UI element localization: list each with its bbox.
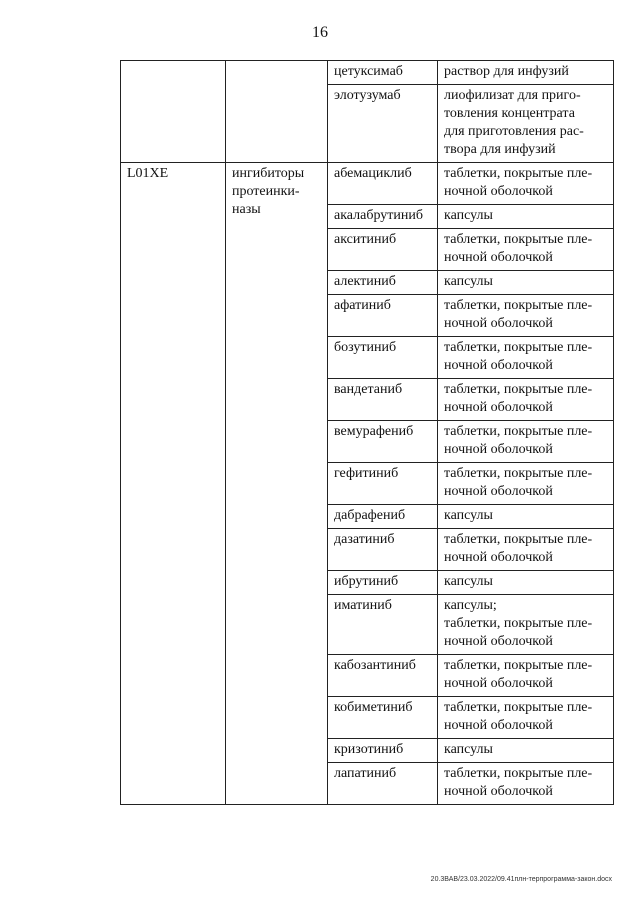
dosage-form-line: таблетки, покрытые пле-	[444, 700, 593, 715]
dosage-form-cell	[438, 739, 614, 763]
drug-name-cell: цетуксимаб	[328, 61, 438, 85]
group-name-cell	[226, 163, 328, 805]
drug-name-cell: ибрутиниб	[328, 571, 438, 595]
table-row	[121, 163, 614, 205]
dosage-form-line: таблетки, покрытые пле-	[444, 298, 593, 313]
dosage-form-cell	[438, 229, 614, 271]
dosage-form-line: капсулы	[444, 274, 493, 289]
dosage-form-line: таблетки, покрытые пле-	[444, 616, 593, 631]
group-name-cell-empty	[226, 61, 328, 163]
dosage-form-line: лиофилизат для приго-	[444, 88, 581, 103]
drug-name-cell: абемациклиб	[328, 163, 438, 205]
dosage-form-line: капсулы	[444, 508, 493, 523]
dosage-form-cell	[438, 337, 614, 379]
dosage-form-line: твора для инфузий	[444, 142, 556, 157]
dosage-form-line: капсулы;	[444, 598, 497, 613]
dosage-form-cell	[438, 271, 614, 295]
drug-name-cell: бозутиниб	[328, 337, 438, 379]
drug-name-cell: кобиметиниб	[328, 697, 438, 739]
drug-name-cell: алектиниб	[328, 271, 438, 295]
dosage-form-line: таблетки, покрытые пле-	[444, 424, 593, 439]
drug-name-cell: дазатиниб	[328, 529, 438, 571]
dosage-form-line: ночной оболочкой	[444, 550, 553, 565]
dosage-form-line: раствор для инфузий	[444, 64, 569, 79]
dosage-form-line: таблетки, покрытые пле-	[444, 166, 593, 181]
drug-name-cell: иматиниб	[328, 595, 438, 655]
dosage-form-cell	[438, 763, 614, 805]
dosage-form-line: ночной оболочкой	[444, 676, 553, 691]
page-number: 16	[312, 24, 328, 41]
dosage-form-line: товления концентрата	[444, 106, 575, 121]
dosage-form-line: для приготовления рас-	[444, 124, 584, 139]
dosage-form-cell	[438, 505, 614, 529]
dosage-form-cell	[438, 571, 614, 595]
dosage-form-line: ночной оболочкой	[444, 358, 553, 373]
dosage-form-cell	[438, 529, 614, 571]
dosage-form-cell	[438, 655, 614, 697]
dosage-form-line: ночной оболочкой	[444, 484, 553, 499]
dosage-form-line: таблетки, покрытые пле-	[444, 466, 593, 481]
drug-name-cell: элотузумаб	[328, 85, 438, 163]
dosage-form-line: капсулы	[444, 742, 493, 757]
dosage-form-cell	[438, 463, 614, 505]
dosage-form-line: таблетки, покрытые пле-	[444, 766, 593, 781]
drug-name-cell: гефитиниб	[328, 463, 438, 505]
dosage-form-line: таблетки, покрытые пле-	[444, 382, 593, 397]
footer-filename: 20.3ВАВ/23.03.2022/09.41плн-терпрограмма-закон.docx	[430, 876, 612, 883]
dosage-form-line: ночной оболочкой	[444, 316, 553, 331]
group-name-line: протеинки-	[232, 184, 300, 199]
drug-name-cell: вандетаниб	[328, 379, 438, 421]
dosage-form-line: капсулы	[444, 208, 493, 223]
atc-code-cell: L01XE	[121, 163, 226, 805]
drug-name-cell: кабозантиниб	[328, 655, 438, 697]
dosage-form-line: ночной оболочкой	[444, 718, 553, 733]
drug-name-cell: афатиниб	[328, 295, 438, 337]
drug-name-cell: акситиниб	[328, 229, 438, 271]
drug-name-cell: акалабрутиниб	[328, 205, 438, 229]
dosage-form-cell	[438, 295, 614, 337]
dosage-form-line: ночной оболочкой	[444, 400, 553, 415]
dosage-form-line: ночной оболочкой	[444, 184, 553, 199]
dosage-form-line: ночной оболочкой	[444, 250, 553, 265]
dosage-form-cell	[438, 205, 614, 229]
dosage-form-cell	[438, 697, 614, 739]
dosage-form-cell	[438, 163, 614, 205]
dosage-form-line: таблетки, покрытые пле-	[444, 658, 593, 673]
group-name-line: назы	[232, 202, 261, 217]
drug-name-cell: кризотиниб	[328, 739, 438, 763]
drug-name-cell: вемурафениб	[328, 421, 438, 463]
dosage-form-line: капсулы	[444, 574, 493, 589]
dosage-form-cell	[438, 85, 614, 163]
drug-table	[120, 60, 614, 805]
dosage-form-line: таблетки, покрытые пле-	[444, 340, 593, 355]
atc-code-cell-empty	[121, 61, 226, 163]
dosage-form-line: ночной оболочкой	[444, 784, 553, 799]
drug-name-cell: лапатиниб	[328, 763, 438, 805]
dosage-form-line: ночной оболочкой	[444, 442, 553, 457]
dosage-form-line: таблетки, покрытые пле-	[444, 532, 593, 547]
group-name-line: ингибиторы	[232, 166, 305, 181]
table-row	[121, 61, 614, 85]
drug-name-cell: дабрафениб	[328, 505, 438, 529]
dosage-form-cell	[438, 379, 614, 421]
dosage-form-line: таблетки, покрытые пле-	[444, 232, 593, 247]
dosage-form-cell	[438, 61, 614, 85]
dosage-form-cell	[438, 421, 614, 463]
dosage-form-line: ночной оболочкой	[444, 634, 553, 649]
dosage-form-cell	[438, 595, 614, 655]
